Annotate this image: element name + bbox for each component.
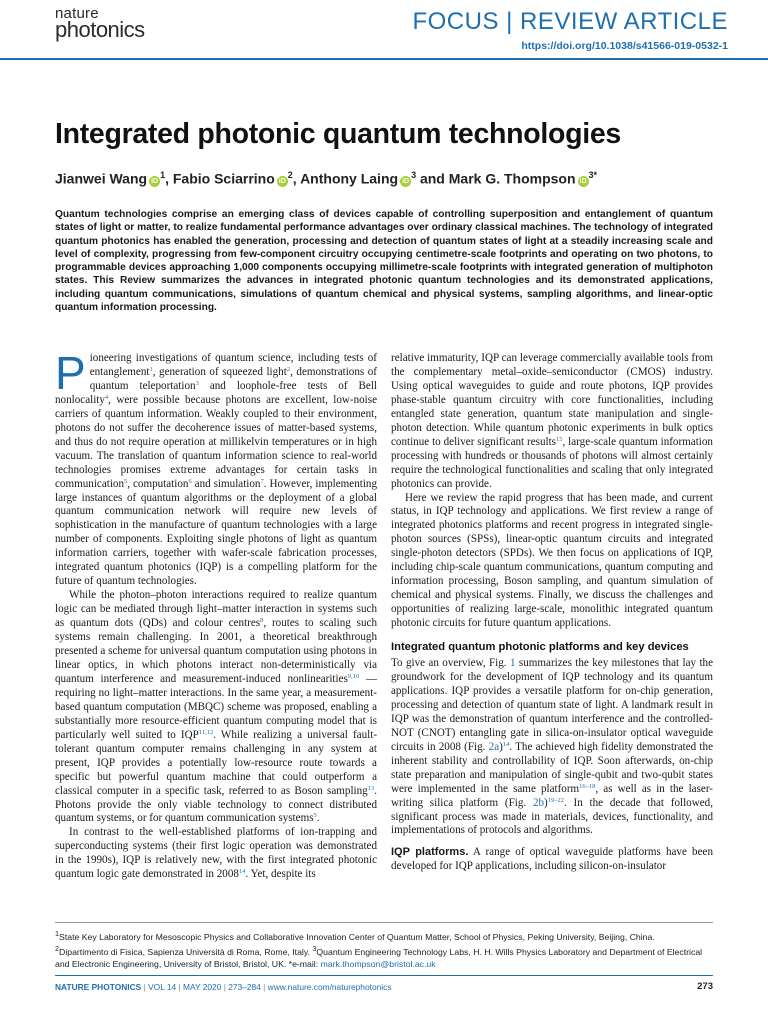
header-rule bbox=[0, 58, 768, 60]
text-run: , were possible because photons are excellent, low-noise carriers of quantum information. Weakly coupled to their environment, photons do not suffer the decoherence issues of matter-based systems, and thus do not require operation at millikelvin temperatures or in high vacuum. The translation of quantum information science to real-world technologies promises extreme advantages for certain tasks in communication bbox=[55, 393, 377, 490]
footer-date: MAY 2020 bbox=[183, 982, 222, 992]
text-run: ) bbox=[544, 796, 548, 809]
text-run: . bbox=[316, 812, 320, 825]
section-heading: Integrated quantum photonic platforms and key devices bbox=[391, 641, 689, 654]
citation-link[interactable]: 9,10 bbox=[347, 672, 360, 680]
body-paragraph bbox=[391, 657, 713, 838]
body-paragraph bbox=[391, 846, 713, 874]
footer-separator: | bbox=[176, 982, 184, 992]
text-run: , generation of squeezed light bbox=[152, 365, 287, 378]
author-name[interactable]: Jianwei Wang bbox=[55, 170, 148, 187]
citation-link[interactable]: 6 bbox=[188, 477, 192, 485]
citation-link[interactable]: 13 bbox=[367, 784, 375, 792]
label-separator: | bbox=[506, 8, 513, 35]
footer-journal: NATURE PHOTONICS bbox=[55, 982, 142, 992]
affiliation-text: State Key Laboratory for Mesoscopic Physics and Collaborative Innovation Center of Quantum Matter, School of Physics, Peking University, Beijing, China. bbox=[59, 931, 655, 942]
orcid-icon[interactable]: iD bbox=[402, 177, 410, 185]
body-column-left bbox=[55, 347, 378, 882]
body-paragraph: Here we review the rapid progress that has been made, and current status, in IQP technology and applications. We first review a range of integrated photonics platforms and recent progress in integrated single-photon sources (SPSs), linear-optic quantum circuits and integrated single-photon detectors (SPDs). We then focus on applications of IQP, including chip-scale quantum communications, quantum computing and information processing, Boson sampling, and quantum simulation of chemical and physical systems. Finally, we discuss the challenges and opportunities of realizing large-scale, monolithic integrated quantum photonic circuits for future quantum applications. bbox=[391, 491, 713, 630]
text-run: relative immaturity, IQP can leverage commercially available tools from the complementary metal–oxide–semiconductor (CMOS) industry. Using optical waveguides to guide and route photons, IQP provides phase-stable quantum circuitry with core functionalities, including entangled state generation, quantum state manipulation and single-photon detection. While quantum photonic experiments in bulk optics continue to deliver significant results bbox=[391, 352, 713, 448]
text-run: While the photon–photon interactions required to realize quantum logic can be mediated through light–matter interaction in systems such as quantum dots (QDs) and colour centres bbox=[55, 589, 377, 630]
figure-link[interactable]: 2a bbox=[488, 740, 500, 753]
text-run: . However, implementing large instances of quantum algorithms or the deployment of a global quantum communication network will require new levels of sophistication in the manufacture of quantum technologies with a large number of components. Exploiting single photons of light as quantum information carriers, together with wafer-scale fabrication processes, integrated quantum photonics (IQP) is a compelling platform for the future of quantum technologies. bbox=[55, 477, 377, 588]
figure-link[interactable]: 2b bbox=[532, 796, 545, 809]
body-paragraph bbox=[55, 347, 377, 589]
text-run: . In the decade that followed, significant process was made in materials, devices, functionality, and implementations of protocols and algorithms. bbox=[391, 796, 713, 837]
affiliation-number: 2 bbox=[55, 944, 60, 954]
text-run: ioneering investigations of quantum science, including tests of entanglement bbox=[89, 352, 377, 378]
text-run: . Yet, despite its bbox=[245, 868, 316, 881]
review-article-text: REVIEW ARTICLE bbox=[520, 8, 728, 35]
citation-link[interactable]: 5 bbox=[124, 477, 128, 485]
affiliations-footnote bbox=[55, 928, 715, 970]
citation-link[interactable]: 4 bbox=[104, 393, 109, 401]
body-paragraph bbox=[55, 826, 377, 882]
body-paragraph bbox=[391, 352, 713, 492]
author-conjunction: and bbox=[419, 170, 449, 187]
citation-link[interactable]: 1 bbox=[149, 365, 153, 373]
run-in-heading: IQP platforms. bbox=[391, 846, 469, 859]
page-number: 273 bbox=[697, 981, 713, 992]
author-list: Jianwei Wang $iD^1$, Fabio Sciarrino $iD^2$, Anthony Laing $iD^3$ and Mark G. Thompson $iD^{3*}$ bbox=[55, 170, 598, 187]
article-type-label bbox=[412, 8, 728, 36]
citation-link[interactable]: 14 bbox=[238, 868, 246, 876]
text-run: — requiring no light–matter interactions. In the same year, a measurement-based quantum computation (MBQC) scheme was proposed, enabling a substantially more resource-efficient quantum computing model that is particularly well suited to IQP bbox=[55, 672, 377, 741]
footnote-rule bbox=[55, 922, 713, 923]
affiliation-text: Quantum Engineering Technology Labs, H. H. Wills Physics Laboratory and Department of Electrical and Electronic Engineering, University of Bristol, Bristol, UK. *e-mail: bbox=[55, 946, 703, 970]
footer-separator: | bbox=[141, 982, 149, 992]
citation-link[interactable]: 11,12 bbox=[198, 728, 214, 736]
text-run: In contrast to the well-established platforms of ion-trapping and superconducting systems (their first logic operation was demonstrated in the 1990s), IQP is relatively new, with the first integrated photonic quantum logic gate demonstrated in 2008 bbox=[55, 826, 377, 881]
affiliation-ref: 1 bbox=[160, 170, 166, 180]
text-run: . Photons provide the only viable technology to connect distributed quantum systems, or for quantum communication systems bbox=[55, 784, 377, 825]
email-link[interactable]: mark.thompson@bristol.ac.uk bbox=[320, 959, 436, 970]
text-run: To give an overview, Fig. bbox=[391, 657, 510, 670]
doi-link[interactable]: https://doi.org/10.1038/s41566-019-0532-1 bbox=[521, 40, 728, 52]
figure-link[interactable]: 1 bbox=[509, 657, 516, 670]
page-footer bbox=[55, 982, 392, 992]
citation-link[interactable]: 14 bbox=[502, 740, 510, 748]
abstract: Quantum technologies comprise an emerging class of devices capable of controlling superposition and entanglement of quantum states of light or matter, to realize fundamental performance advantages over ordinary classical machines. The technology of integrated quantum photonics has enabled the generation, processing and detection of quantum states of light at a steadily increasing scale and level of complexity, progressing from few-component circuitry occupying centimetre-scale footprints and operating on two photons, to programmable devices approaching 1,000 components occupying millimetre-scale footprints with integrated generation of multiphoton states. This Review summarizes the advances in integrated photonic quantum technologies and its demonstrated applications, including quantum communications, simulations of quantum chemical and physical systems, sampling algorithms, and linear-optic quantum information processing. bbox=[55, 209, 713, 314]
text-run: A range of optical waveguide platforms have been developed for IQP applications, including silicon-on-insulator bbox=[391, 846, 713, 873]
body-column-right bbox=[391, 352, 713, 874]
affiliation-ref: 2 bbox=[287, 170, 293, 180]
text-run: , as well as in the laser-writing silica platform (Fig. bbox=[391, 782, 713, 809]
text-run: summarizes the key milestones that lay the groundwork for the development of IQP technology and its quantum applications. IQP provides a versatile platform for on-chip generation, processing and detection of quantum state of light. A landmark result in IQP was the demonstration of quantum interference and the controlled-NOT (CNOT) entangling gate in silica-on-insulator optical waveguide circuits in 2008 (Fig. bbox=[391, 657, 713, 753]
focus-text: FOCUS bbox=[412, 8, 499, 35]
text-run: , computation bbox=[127, 477, 189, 490]
logo-line-photonics: photonics bbox=[55, 17, 145, 42]
author-name[interactable]: Fabio Sciarrino bbox=[172, 170, 275, 187]
logo-line-nature: nature bbox=[55, 5, 99, 22]
citation-link[interactable]: 16–18 bbox=[579, 782, 596, 790]
citation-link[interactable]: 3 bbox=[195, 379, 199, 387]
text-run: and loophole-free tests of Bell nonlocality bbox=[55, 379, 377, 406]
footer-rule bbox=[55, 975, 713, 976]
citation-link[interactable]: 15 bbox=[556, 435, 563, 443]
journal-url-link[interactable]: www.nature.com/naturephotonics bbox=[267, 982, 392, 992]
text-run: and simulation bbox=[191, 477, 261, 490]
footer-separator: | bbox=[221, 982, 229, 992]
footer-pages: 273–284 bbox=[228, 982, 261, 992]
footer-separator: | bbox=[260, 982, 268, 992]
citation-link[interactable]: 2 bbox=[286, 365, 291, 373]
citation-link[interactable]: 5 bbox=[313, 812, 317, 820]
body-paragraph bbox=[55, 589, 377, 826]
article-title: Integrated photonic quantum technologies bbox=[55, 118, 621, 150]
text-run: ) bbox=[499, 740, 503, 753]
text-run: , large-scale quantum information processing with hundreds or thousands of photons will almost certainly require the technological functionalities and scaling that only integrated photonics can provide. bbox=[391, 435, 713, 490]
orcid-icon[interactable]: iD bbox=[278, 177, 286, 185]
text-run: . While realizing a universal fault-tolerant quantum computer remains challenging in any system at present, IQP provides a potentially low-resource route towards a specific but powerful quantum machine that could outperform a classical computer in a specific task, referred to as Boson sampling bbox=[55, 728, 378, 797]
affiliation-number: 3 bbox=[312, 944, 317, 954]
text-run: , demonstrations of quantum teleportation bbox=[89, 365, 377, 392]
orcid-icon[interactable]: iD bbox=[579, 177, 587, 185]
affiliation-number: 1 bbox=[55, 929, 60, 938]
author-name[interactable]: Mark G. Thompson bbox=[448, 170, 576, 187]
footer-volume: VOL 14 bbox=[148, 982, 177, 992]
citation-link[interactable]: 8 bbox=[260, 617, 264, 625]
drop-cap: P bbox=[55, 347, 86, 399]
affiliation-ref: 3* bbox=[588, 170, 598, 180]
citation-link[interactable]: 7 bbox=[260, 477, 264, 485]
orcid-icon[interactable]: iD bbox=[151, 177, 159, 185]
journal-logo bbox=[55, 6, 145, 41]
citation-link[interactable]: 19–22 bbox=[547, 796, 564, 804]
text-run: . The achieved high fidelity demonstrated the inherent stability and controllability of IQP. Soon afterwards, on-chip state preparation and manipulation of single-qubit and two-qubit states were implemented in the same platform bbox=[391, 740, 713, 795]
author-name[interactable]: Anthony Laing bbox=[300, 170, 399, 187]
affiliation-text: Dipartimento di Fisica, Sapienza Università di Roma, Rome, Italy. bbox=[59, 946, 313, 957]
affiliation-ref: 3 bbox=[411, 170, 417, 180]
text-run: , routes to scaling such systems remain challenging. In 2001, a theoretical breakthrough presented a scheme for universal quantum computation using photons in linear optics, in which photons interact non-deterministically via quantum interference and measurement-induced nonlinearities bbox=[55, 617, 377, 685]
